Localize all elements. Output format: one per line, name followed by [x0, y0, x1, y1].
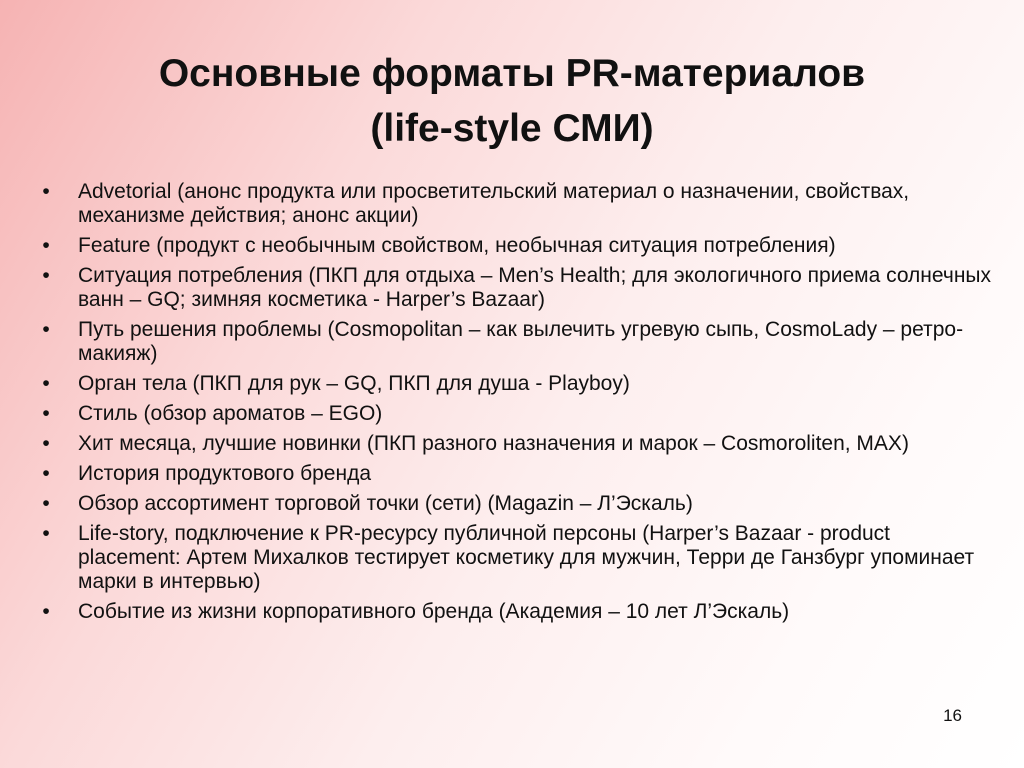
page-number: 16: [943, 706, 962, 725]
bullet-item: [36, 522, 996, 594]
bullet-list: [36, 180, 996, 630]
bullet-item: [36, 432, 996, 456]
slide-title: [60, 46, 964, 156]
bullet-text: Событие из жизни корпоративного бренда (Академия – 10 лет Л’Эскаль): [78, 600, 790, 623]
bullet-dot: •: [42, 180, 50, 203]
bullet-dot: •: [42, 234, 50, 257]
bullet-dot: •: [42, 600, 50, 623]
bullet-text: Путь решения проблемы (Cosmopolitan – как вылечить угревую сыпь, CosmoLady – ретро-макияж): [78, 318, 964, 365]
bullet-item: [36, 264, 996, 312]
bullet-item: [36, 372, 996, 396]
bullet-item: [36, 462, 996, 486]
slide-title-line-1: Основные форматы PR-материалов: [158, 52, 866, 95]
bullet-dot: •: [42, 522, 50, 545]
slide-title-line-2: (life-style СМИ): [370, 107, 654, 150]
bullet-text: Life-story, подключение к PR-ресурсу публичной персоны (Harper’s Bazaar - product placement: Артем Михалков тестирует косметику для мужчин, Терри де Ганзбург упоминает марки в интервью): [78, 522, 975, 593]
bullet-item: [36, 318, 996, 366]
bullet-item: [36, 492, 996, 516]
bullet-text: Ситуация потребления (ПКП для отдыха – Men’s Health; для экологичного приема солнечных ванн – GQ; зимняя косметика - Harper’s Bazaar): [78, 264, 992, 311]
bullet-text: Хит месяца, лучшие новинки (ПКП разного назначения и марок – Cosmoroliten, MAX): [78, 432, 909, 455]
bullet-text: Стиль (обзор ароматов – EGO): [78, 402, 383, 425]
bullet-item: [36, 402, 996, 426]
bullet-dot: •: [42, 462, 50, 485]
bullet-item: [36, 234, 996, 258]
bullet-text: Орган тела (ПКП для рук – GQ, ПКП для душа - Playboy): [78, 372, 630, 395]
bullet-dot: •: [42, 372, 50, 395]
bullet-item: [36, 180, 996, 228]
bullet-text: Feature (продукт с необычным свойством, необычная ситуация потребления): [78, 234, 836, 257]
bullet-dot: •: [42, 318, 50, 341]
bullet-text: Обзор ассортимент торговой точки (сети) (Magazin – Л’Эскаль): [78, 492, 693, 515]
bullet-text: История продуктового бренда: [78, 462, 372, 485]
bullet-dot: •: [42, 492, 50, 515]
bullet-dot: •: [42, 402, 50, 425]
bullet-dot: •: [42, 432, 50, 455]
bullet-text: Advetorial (анонс продукта или просветительский материал о назначении, свойствах, механизме действия; анонс акции): [78, 180, 910, 227]
bullet-dot: •: [42, 264, 50, 287]
bullet-item: [36, 600, 996, 624]
